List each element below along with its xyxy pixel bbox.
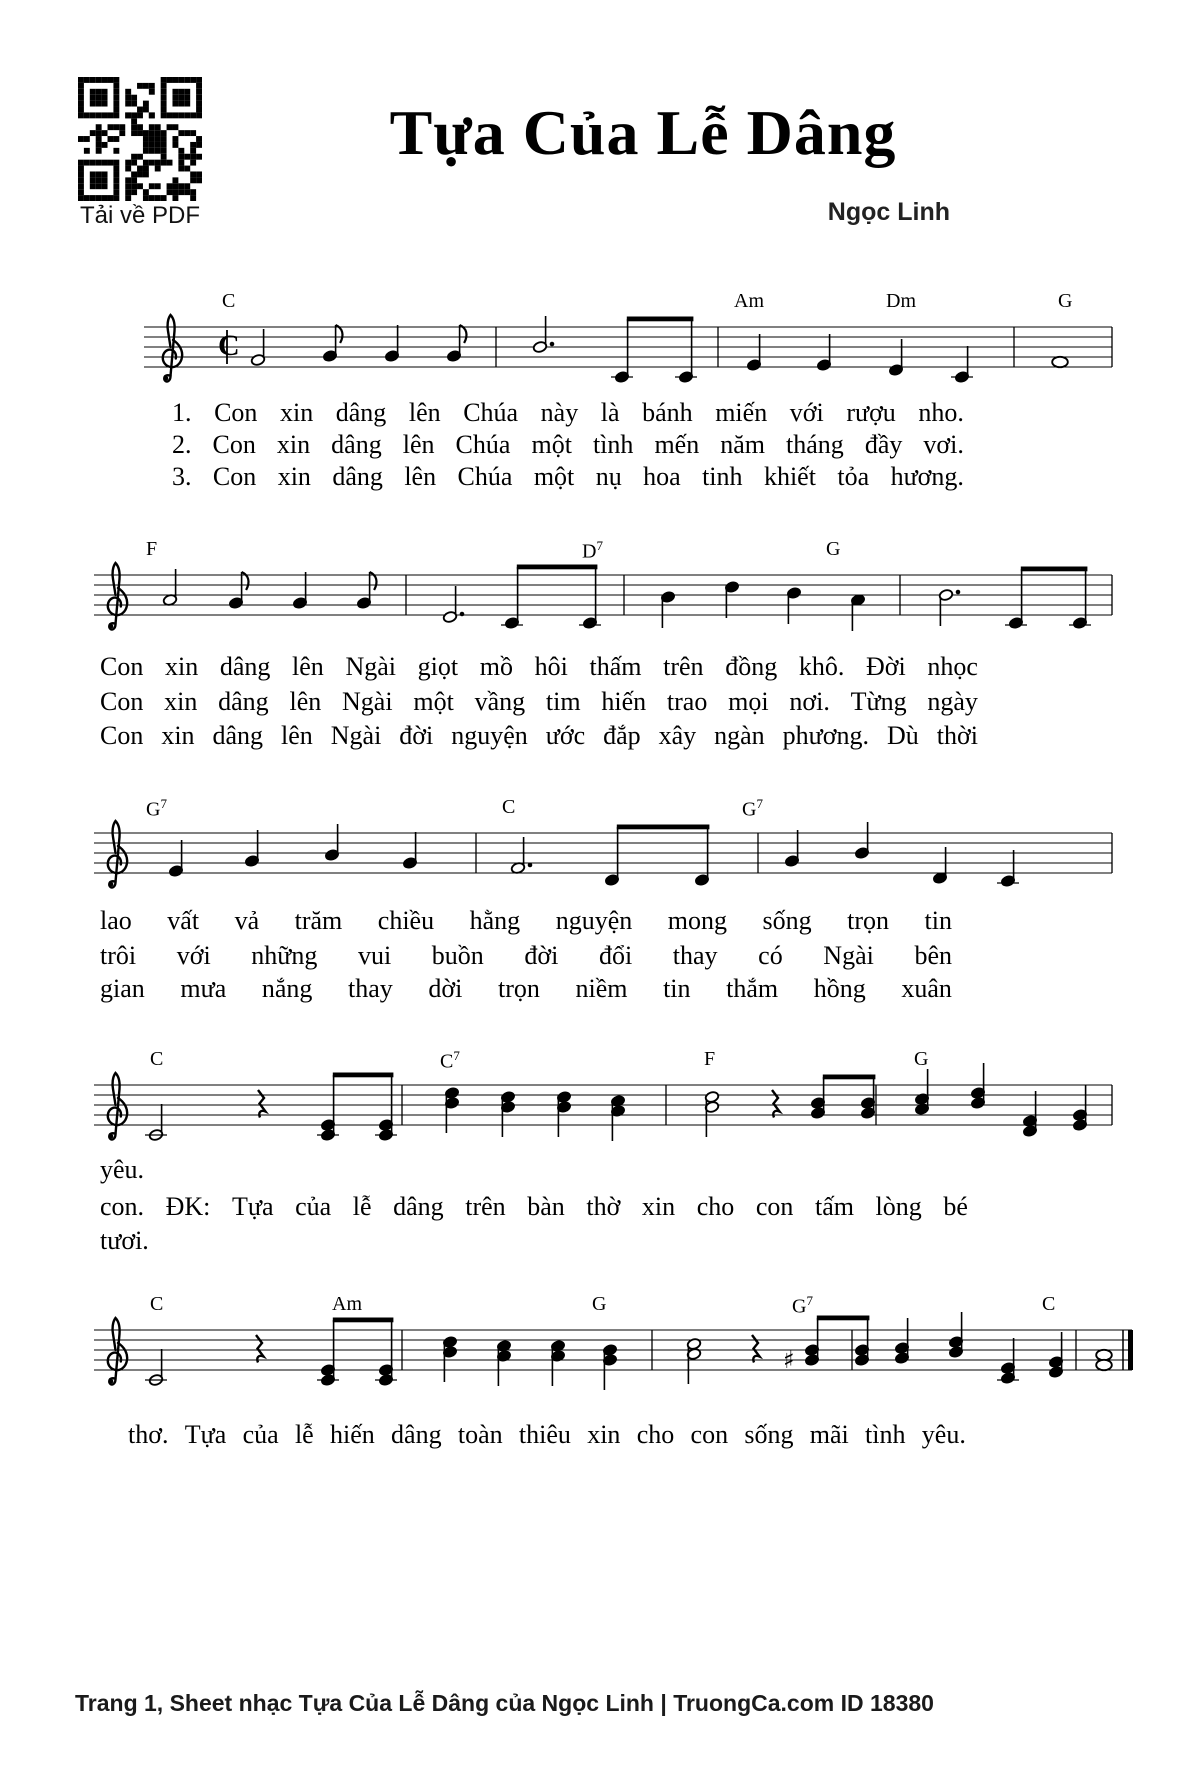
lyric-word: đời	[524, 941, 559, 970]
lyric-word: lên	[289, 687, 322, 716]
lyric-word: Dù	[886, 721, 919, 750]
lyric-word: đổi	[598, 941, 633, 970]
chord-label: Dm	[886, 290, 916, 312]
lyric-word: lên	[408, 398, 441, 427]
lyric-word: vả	[234, 906, 260, 935]
chord-label: $G^7$	[146, 796, 167, 821]
lyric-word: dâng	[332, 462, 383, 491]
lyric-word: thay	[348, 974, 393, 1003]
chord-label: C	[502, 796, 516, 818]
lyric-word: lên	[281, 721, 313, 750]
lyric-word: tin	[924, 906, 952, 935]
lyric-word: bên	[914, 941, 952, 970]
staff-system-2	[90, 520, 1120, 665]
staff-lines-and-notes	[90, 778, 1120, 923]
staff-system-3	[90, 778, 1120, 923]
lyric-word: Con	[100, 687, 144, 716]
lyrics-line-1-1	[172, 398, 964, 428]
lyric-word: 1.	[172, 398, 192, 427]
lyric-word: con	[690, 1420, 729, 1449]
lyric-word: với	[789, 398, 824, 427]
lyrics-line-4-2	[100, 1192, 968, 1222]
lyric-word: thời	[936, 721, 978, 750]
lyric-word: lên	[402, 430, 435, 459]
lyric-word: Đời	[865, 652, 906, 681]
chord-label: $G^7$	[742, 796, 763, 821]
lyric-word: hương.	[890, 462, 964, 491]
lyric-word: sống	[762, 906, 812, 935]
lyrics-line-3-2	[100, 941, 952, 971]
chord-label: Am	[734, 290, 764, 312]
lyric-word: dâng	[219, 652, 271, 681]
lyric-word: với	[176, 941, 211, 970]
lyric-word: của	[295, 1192, 332, 1221]
lyric-word: đồng	[725, 652, 778, 681]
lyric-word: trên	[465, 1192, 506, 1221]
lyric-word: lễ	[294, 1420, 314, 1449]
chord-label: F	[704, 1048, 716, 1070]
lyric-word: vầng	[474, 687, 526, 716]
lyric-word: nắng	[261, 974, 313, 1003]
lyric-word: Con	[100, 652, 144, 681]
lyric-word: yêu.	[100, 1155, 145, 1184]
lyric-word: một	[413, 687, 454, 716]
lyric-word: mong	[667, 906, 727, 935]
staff-system-5	[90, 1275, 1140, 1420]
lyric-word: trọn	[497, 974, 540, 1003]
lyric-word: dâng	[331, 430, 382, 459]
lyric-word: Con	[212, 462, 257, 491]
lyric-word: thơ.	[128, 1420, 169, 1449]
lyrics-line-1-2	[172, 430, 964, 460]
lyric-word: mưa	[180, 974, 227, 1003]
lyrics-line-2-2	[100, 687, 978, 717]
lyric-word: đắp	[603, 721, 641, 750]
lyric-word: trao	[666, 687, 708, 716]
lyric-word: trăm	[294, 906, 343, 935]
lyric-word: khô.	[798, 652, 845, 681]
lyric-word: nhọc	[927, 652, 978, 681]
staff-lines-and-notes	[90, 1030, 1120, 1175]
lyric-word: Chúa	[463, 398, 519, 427]
lyric-word: rượu	[846, 398, 896, 427]
lyric-word: con.	[100, 1192, 145, 1221]
download-pdf-link[interactable]: Tải về PDF	[79, 202, 201, 229]
lyric-word: thấm	[589, 652, 642, 681]
lyric-word: tình	[592, 430, 634, 459]
lyric-word: lễ	[352, 1192, 372, 1221]
lyric-word: tin	[663, 974, 691, 1003]
lyric-word: xin	[279, 398, 314, 427]
lyric-word: hoa	[643, 462, 681, 491]
lyric-word: nơi.	[789, 687, 830, 716]
lyric-word: Tựa	[184, 1420, 227, 1449]
lyric-word: nho.	[918, 398, 964, 427]
lyric-word: hiến	[329, 1420, 375, 1449]
chord-label: G	[914, 1048, 929, 1070]
page-title: Tựa Của Lễ Dâng	[389, 97, 897, 168]
lyric-word: niềm	[575, 974, 628, 1003]
lyric-word: xây	[658, 721, 697, 750]
lyric-word: xin	[587, 1420, 621, 1449]
lyric-word: xuân	[901, 974, 952, 1003]
lyric-word: tỏa	[837, 462, 870, 491]
lyric-word: bé	[943, 1192, 968, 1221]
lyric-word: mãi	[809, 1420, 849, 1449]
lyric-word: Chúa	[457, 462, 513, 491]
lyric-word: này	[540, 398, 579, 427]
lyric-word: của	[242, 1420, 279, 1449]
lyric-word: Tựa	[231, 1192, 274, 1221]
chord-label: $C^7$	[440, 1048, 460, 1073]
lyric-word: phương.	[782, 721, 869, 750]
lyric-word: Chúa	[455, 430, 511, 459]
lyric-word: tinh	[702, 462, 743, 491]
lyric-word: thay	[672, 941, 718, 970]
lyric-word: 2.	[172, 430, 192, 459]
lyric-word: ước	[545, 721, 586, 750]
lyric-word: dâng	[335, 398, 387, 427]
chord-label: $D^7$	[582, 538, 603, 563]
lyric-word: xin	[276, 430, 311, 459]
chord-label: G	[592, 1293, 607, 1315]
lyric-word: lao	[100, 906, 132, 935]
lyric-word: một	[531, 430, 572, 459]
lyric-word: hằng	[469, 906, 521, 935]
lyrics-line-3-3	[100, 974, 952, 1004]
lyric-word: tháng	[786, 430, 844, 459]
lyric-word: là	[600, 398, 620, 427]
lyrics-line-2-1	[100, 652, 978, 682]
lyric-word: dâng	[393, 1192, 444, 1221]
lyric-word: con	[755, 1192, 794, 1221]
lyric-word: gian	[100, 974, 145, 1003]
chord-label: C	[222, 290, 236, 312]
lyric-word: xin	[161, 721, 195, 750]
lyric-word: giọt	[417, 652, 459, 681]
lyric-word: thiêu	[518, 1420, 571, 1449]
lyric-word: xin	[164, 687, 198, 716]
lyric-word: miến	[715, 398, 768, 427]
lyric-word: yêu.	[921, 1420, 966, 1449]
lyric-word: tim	[545, 687, 581, 716]
lyrics-line-4-3	[100, 1226, 968, 1256]
lyric-word: toàn	[457, 1420, 503, 1449]
lyric-word: chiều	[377, 906, 435, 935]
lyric-word: Ngài	[342, 687, 393, 716]
lyric-word: nguyện	[555, 906, 633, 935]
lyric-word: Từng	[850, 687, 907, 716]
staff-system-1	[140, 272, 1120, 417]
lyric-word: một	[533, 462, 575, 491]
lyrics-line-5-1	[128, 1420, 966, 1450]
lyric-word: tấm	[814, 1192, 854, 1221]
lyric-word: ngàn	[714, 721, 765, 750]
lyrics-line-4-1	[100, 1155, 968, 1185]
lyric-word: mến	[654, 430, 700, 459]
lyric-word: trên	[663, 652, 704, 681]
lyric-word: hôi	[534, 652, 568, 681]
lyric-word: Con	[214, 398, 258, 427]
lyric-word: nguyện	[451, 721, 528, 750]
lyric-word: Con	[100, 721, 144, 750]
lyric-word: lên	[404, 462, 437, 491]
lyric-word: lòng	[875, 1192, 922, 1221]
lyric-word: ĐK:	[165, 1192, 211, 1221]
lyric-word: có	[758, 941, 783, 970]
lyric-word: những	[251, 941, 318, 970]
lyric-word: nụ	[595, 462, 622, 491]
chord-label: C	[150, 1048, 164, 1070]
lyric-word: Ngài	[330, 721, 382, 750]
lyric-word: lên	[292, 652, 324, 681]
lyric-word: dâng	[212, 721, 264, 750]
chord-label: G	[826, 538, 841, 560]
lyric-word: cho	[696, 1192, 735, 1221]
lyric-word: thờ	[586, 1192, 621, 1221]
lyric-word: dâng	[218, 687, 269, 716]
lyric-word: xin	[641, 1192, 676, 1221]
lyric-word: trôi	[100, 941, 137, 970]
lyric-word: trọn	[847, 906, 890, 935]
staff-system-4	[90, 1030, 1120, 1175]
lyric-word: hồng	[813, 974, 866, 1003]
staff-lines-and-notes	[140, 272, 1120, 417]
lyrics-line-3-1	[100, 906, 952, 936]
lyric-word: vơi.	[923, 430, 964, 459]
lyric-word: vất	[167, 906, 200, 935]
lyric-word: thắm	[726, 974, 779, 1003]
lyric-word: dâng	[391, 1420, 442, 1449]
lyric-word: dời	[428, 974, 463, 1003]
lyric-word: bánh	[642, 398, 693, 427]
lyric-word: Ngài	[345, 652, 396, 681]
lyric-word: đời	[399, 721, 434, 750]
composer-name: Ngọc Linh	[827, 198, 950, 226]
lyric-word: cho	[636, 1420, 675, 1449]
lyrics-line-1-3	[172, 462, 964, 492]
chord-label: F	[146, 538, 158, 560]
footer-text: Trang 1, Sheet nhạc Tựa Của Lễ Dâng của Ngọc Linh | TruongCa.com ID 18380	[75, 1690, 934, 1716]
chord-label: G	[1058, 290, 1073, 312]
lyric-word: đầy	[864, 430, 903, 459]
svg-text:♯: ♯	[783, 1346, 795, 1374]
lyric-word: Ngài	[823, 941, 874, 970]
chord-label: $G^7$	[792, 1293, 813, 1318]
lyric-word: 3.	[172, 462, 192, 491]
lyric-word: xin	[277, 462, 311, 491]
staff-lines-and-notes	[90, 1275, 1140, 1420]
lyric-word: vui	[357, 941, 392, 970]
lyric-word: hiến	[601, 687, 647, 716]
chord-label: Am	[332, 1293, 362, 1315]
staff-lines-and-notes	[90, 520, 1120, 665]
chord-label: C	[150, 1293, 164, 1315]
lyrics-line-2-3	[100, 721, 978, 751]
lyric-word: ngày	[927, 687, 978, 716]
lyric-word: khiết	[763, 462, 816, 491]
lyric-word: xin	[164, 652, 199, 681]
chord-label: C	[1042, 1293, 1056, 1315]
lyric-word: buồn	[431, 941, 484, 970]
lyric-word: tình	[865, 1420, 906, 1449]
lyric-word: mọi	[728, 687, 769, 716]
lyric-word: tươi.	[100, 1226, 149, 1255]
svg-text:C: C	[218, 329, 240, 362]
lyric-word: năm	[720, 430, 765, 459]
lyric-word: bàn	[527, 1192, 565, 1221]
lyric-word: sống	[744, 1420, 794, 1449]
lyric-word: mồ	[479, 652, 513, 681]
lyric-word: Con	[212, 430, 256, 459]
